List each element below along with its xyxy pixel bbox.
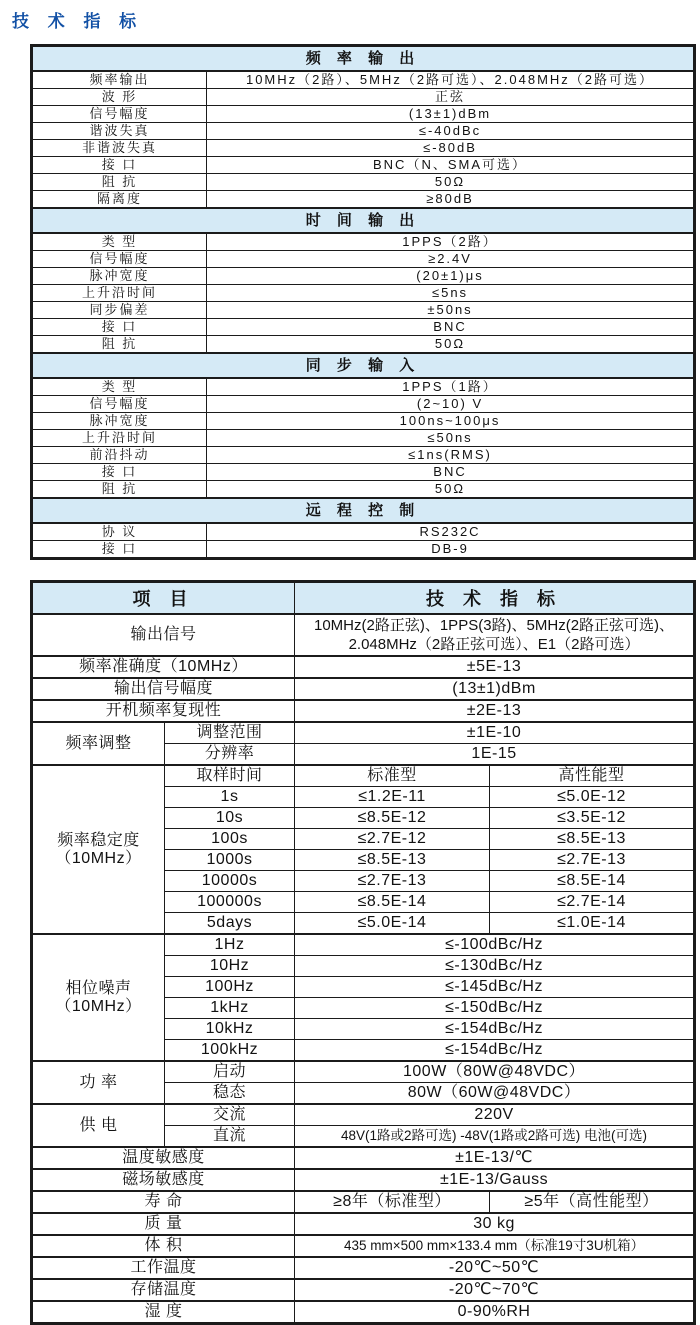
row-value: 10MHz（2路）、5MHz（2路可选）、2.048MHz（2路可选）: [207, 71, 695, 89]
group-label-line1: 相位噪声: [65, 979, 132, 997]
table-row: [32, 71, 695, 89]
row-value: ≤-80dB: [207, 140, 695, 157]
table-row: [32, 140, 695, 157]
row-label: 湿 度: [32, 1301, 295, 1324]
row-label: 输出信号: [32, 614, 295, 656]
row-label: 输出信号幅度: [32, 678, 295, 700]
sub-label: 10kHz: [165, 1019, 295, 1040]
sub-label: 稳态: [165, 1083, 295, 1105]
section-header: 同 步 输 入: [32, 353, 695, 378]
row-label: 脉冲宽度: [32, 268, 207, 285]
table-row: [32, 1147, 695, 1169]
row-value: BNC（N、SMA可选）: [207, 157, 695, 174]
table-row: [32, 378, 695, 396]
row-value: 100ns~100μs: [207, 413, 695, 430]
column-header-spec: 技 术 指 标: [295, 582, 695, 615]
table-row: [32, 1213, 695, 1235]
row-label: 前沿抖动: [32, 447, 207, 464]
table-row: [32, 464, 695, 481]
row-value: ≥2.4V: [207, 251, 695, 268]
table-row: [32, 233, 695, 251]
table-row: [32, 1191, 695, 1213]
header-row: [32, 582, 695, 615]
row-label: 频率输出: [32, 71, 207, 89]
table-row: [32, 413, 695, 430]
row-value: ≤5.0E-12: [490, 787, 695, 808]
row-value: ≤8.5E-13: [295, 850, 490, 871]
row-value: 正弦: [207, 89, 695, 106]
row-value: -20℃~50℃: [295, 1257, 695, 1279]
table-row: [32, 89, 695, 106]
row-label: 信号幅度: [32, 396, 207, 413]
row-value: ≤2.7E-13: [490, 850, 695, 871]
row-value: 1E-15: [295, 744, 695, 766]
table-row: [32, 1301, 695, 1324]
row-label: 体 积: [32, 1235, 295, 1257]
section-row: [32, 208, 695, 233]
row-label: 温度敏感度: [32, 1147, 295, 1169]
row-value: (20±1)μs: [207, 268, 695, 285]
row-label: 非谐波失真: [32, 140, 207, 157]
column-header-item: 项 目: [32, 582, 295, 615]
table-row: [32, 614, 695, 656]
row-value: 220V: [295, 1104, 695, 1126]
group-label: 供 电: [32, 1104, 165, 1147]
row-label: 质 量: [32, 1213, 295, 1235]
row-label: 上升沿时间: [32, 430, 207, 447]
row-value: ±1E-13/Gauss: [295, 1169, 695, 1191]
table-row: [32, 656, 695, 678]
sub-header: 高性能型: [490, 765, 695, 787]
table-row: [32, 722, 695, 744]
row-value: 50Ω: [207, 174, 695, 191]
table-row: [32, 700, 695, 722]
group-label-line1: 频率稳定度: [57, 831, 140, 849]
group-label: [32, 934, 165, 1061]
sub-label: 5days: [165, 913, 295, 935]
group-label-line2: （10MHz）: [55, 997, 142, 1015]
row-value: 80W（60W@48VDC）: [295, 1083, 695, 1105]
row-label: 信号幅度: [32, 251, 207, 268]
interface-spec-table: [30, 44, 696, 560]
sub-label: 100000s: [165, 892, 295, 913]
row-label: 信号幅度: [32, 106, 207, 123]
table-row: [32, 191, 695, 209]
table-row: [32, 1104, 695, 1126]
table-row: [32, 678, 695, 700]
row-value: ≤-154dBc/Hz: [295, 1019, 695, 1040]
row-value: ≤-150dBc/Hz: [295, 998, 695, 1019]
table-row: [32, 396, 695, 413]
sub-header: 取样时间: [165, 765, 295, 787]
row-value: ≤1.0E-14: [490, 913, 695, 935]
table-row: [32, 302, 695, 319]
table-row: [32, 123, 695, 140]
row-value: ≤2.7E-12: [295, 829, 490, 850]
row-label: 阻 抗: [32, 336, 207, 354]
table-row: [32, 934, 695, 956]
sub-label: 1Hz: [165, 934, 295, 956]
row-value: ±5E-13: [295, 656, 695, 678]
table-row: [32, 1257, 695, 1279]
row-value: BNC: [207, 464, 695, 481]
row-value: ±1E-13/℃: [295, 1147, 695, 1169]
sub-label: 10s: [165, 808, 295, 829]
row-label: 波 形: [32, 89, 207, 106]
page-title: 技 术 指 标: [12, 12, 144, 31]
table-row: [32, 1279, 695, 1301]
row-value: ≤-145dBc/Hz: [295, 977, 695, 998]
row-label: 接 口: [32, 157, 207, 174]
row-value: ±1E-10: [295, 722, 695, 744]
sub-header: 标准型: [295, 765, 490, 787]
row-label: 接 口: [32, 541, 207, 559]
sub-label: 1000s: [165, 850, 295, 871]
row-value: ≤-40dBc: [207, 123, 695, 140]
sub-label: 10Hz: [165, 956, 295, 977]
row-label: 脉冲宽度: [32, 413, 207, 430]
row-value: 435 mm×500 mm×133.4 mm（标准19寸3U机箱）: [295, 1235, 695, 1257]
row-value: ≤5ns: [207, 285, 695, 302]
row-label: 上升沿时间: [32, 285, 207, 302]
table-row: [32, 336, 695, 354]
row-label: 开机频率复现性: [32, 700, 295, 722]
row-value: (2~10) V: [207, 396, 695, 413]
row-label: 协 议: [32, 523, 207, 541]
row-value: BNC: [207, 319, 695, 336]
sub-label: 直流: [165, 1126, 295, 1148]
section-header: 时 间 输 出: [32, 208, 695, 233]
table-row: [32, 319, 695, 336]
row-value: -20℃~70℃: [295, 1279, 695, 1301]
table-row: [32, 268, 695, 285]
table-row: [32, 251, 695, 268]
row-label: 磁场敏感度: [32, 1169, 295, 1191]
row-label: 接 口: [32, 464, 207, 481]
table-row: [32, 157, 695, 174]
row-label: 频率准确度（10MHz）: [32, 656, 295, 678]
row-label: 谐波失真: [32, 123, 207, 140]
table-row: [32, 1061, 695, 1083]
row-value: ±50ns: [207, 302, 695, 319]
row-value: ≤8.5E-14: [295, 892, 490, 913]
sub-label: 启动: [165, 1061, 295, 1083]
table-row: [32, 1235, 695, 1257]
row-value: ±2E-13: [295, 700, 695, 722]
row-value: ≤8.5E-13: [490, 829, 695, 850]
sub-label: 交流: [165, 1104, 295, 1126]
row-value: DB-9: [207, 541, 695, 559]
table-row: [32, 1169, 695, 1191]
row-value: ≤8.5E-14: [490, 871, 695, 892]
sub-label: 100Hz: [165, 977, 295, 998]
row-label: 寿 命: [32, 1191, 295, 1213]
row-value: ≤5.0E-14: [295, 913, 490, 935]
row-value-high-perf: ≥5年（高性能型）: [490, 1191, 695, 1213]
row-label: 类 型: [32, 378, 207, 396]
row-value: ≤8.5E-12: [295, 808, 490, 829]
sub-label: 1kHz: [165, 998, 295, 1019]
sub-label: 1s: [165, 787, 295, 808]
row-value: 50Ω: [207, 336, 695, 354]
table-row: [32, 106, 695, 123]
row-value: ≥80dB: [207, 191, 695, 209]
row-value: 100W（80W@48VDC）: [295, 1061, 695, 1083]
row-label: 隔离度: [32, 191, 207, 209]
row-value: 48V(1路或2路可选) -48V(1路或2路可选) 电池(可选): [295, 1126, 695, 1148]
row-value: ≤-130dBc/Hz: [295, 956, 695, 977]
section-header: 频 率 输 出: [32, 46, 695, 72]
row-value: 50Ω: [207, 481, 695, 499]
sub-label: 100kHz: [165, 1040, 295, 1062]
group-label: 频率调整: [32, 722, 165, 765]
row-value: ≤2.7E-14: [490, 892, 695, 913]
table-row: [32, 447, 695, 464]
section-header: 远 程 控 制: [32, 498, 695, 523]
row-label: 阻 抗: [32, 481, 207, 499]
group-label: 功 率: [32, 1061, 165, 1104]
row-value: ≤1.2E-11: [295, 787, 490, 808]
row-value: RS232C: [207, 523, 695, 541]
row-label: 工作温度: [32, 1257, 295, 1279]
row-value: ≤3.5E-12: [490, 808, 695, 829]
sub-label: 10000s: [165, 871, 295, 892]
row-value: 0-90%RH: [295, 1301, 695, 1324]
row-value: (13±1)dBm: [207, 106, 695, 123]
table-row: [32, 481, 695, 499]
row-value: (13±1)dBm: [295, 678, 695, 700]
row-value: 1PPS（2路）: [207, 233, 695, 251]
row-value: ≤-154dBc/Hz: [295, 1040, 695, 1062]
sub-label: 调整范围: [165, 722, 295, 744]
table-row: [32, 174, 695, 191]
section-row: [32, 46, 695, 72]
row-value: 30 kg: [295, 1213, 695, 1235]
sub-label: 100s: [165, 829, 295, 850]
row-label: 阻 抗: [32, 174, 207, 191]
row-value: ≤1ns(RMS): [207, 447, 695, 464]
section-row: [32, 498, 695, 523]
section-row: [32, 353, 695, 378]
row-value: 10MHz(2路正弦)、1PPS(3路)、5MHz(2路正弦可选)、2.048MHz（2路正弦可选）、E1（2路可选）: [295, 614, 695, 656]
table-row: [32, 285, 695, 302]
row-value-standard: ≥8年（标准型）: [295, 1191, 490, 1213]
row-label: 类 型: [32, 233, 207, 251]
row-label: 同步偏差: [32, 302, 207, 319]
table-row: [32, 765, 695, 787]
row-value: ≤-100dBc/Hz: [295, 934, 695, 956]
group-label-line2: （10MHz）: [55, 849, 142, 867]
group-label: [32, 765, 165, 934]
row-label: 存储温度: [32, 1279, 295, 1301]
row-value: ≤50ns: [207, 430, 695, 447]
row-value: ≤2.7E-13: [295, 871, 490, 892]
table-row: [32, 430, 695, 447]
sub-label: 分辨率: [165, 744, 295, 766]
row-label: 接 口: [32, 319, 207, 336]
table-row: [32, 541, 695, 559]
table-row: [32, 523, 695, 541]
technical-spec-table: [30, 580, 696, 1325]
row-value: 1PPS（1路）: [207, 378, 695, 396]
